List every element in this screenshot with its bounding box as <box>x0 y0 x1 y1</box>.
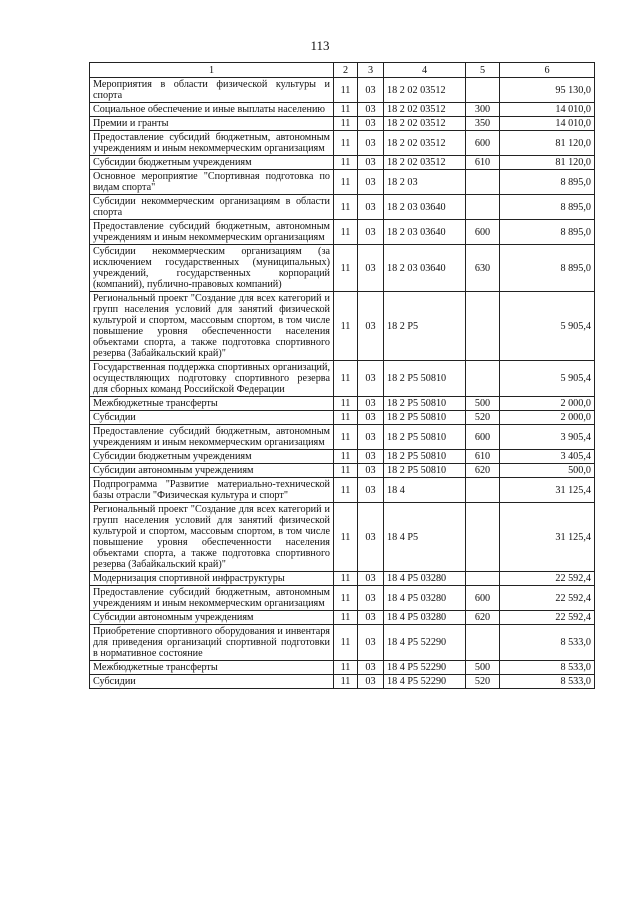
cell-expense-type: 500 <box>466 661 500 675</box>
table-body <box>90 78 595 689</box>
cell-expense-type <box>466 170 500 195</box>
cell-subsection: 03 <box>358 464 384 478</box>
cell-subsection: 03 <box>358 103 384 117</box>
cell-amount: 3 905,4 <box>500 425 595 450</box>
cell-expense-type: 630 <box>466 245 500 292</box>
cell-expense-type <box>466 361 500 397</box>
cell-item-name: Субсидии автономным учреждениям <box>90 464 334 478</box>
cell-section: 11 <box>334 503 358 572</box>
cell-subsection: 03 <box>358 503 384 572</box>
cell-item-name: Предоставление субсидий бюджетным, автономным учреждениям и иным некоммерческим организациям <box>90 425 334 450</box>
table-row <box>90 245 595 292</box>
cell-target-article: 18 4 P5 <box>384 503 466 572</box>
cell-item-name: Субсидии автономным учреждениям <box>90 611 334 625</box>
cell-section: 11 <box>334 425 358 450</box>
cell-section: 11 <box>334 625 358 661</box>
cell-section: 11 <box>334 170 358 195</box>
cell-amount: 95 130,0 <box>500 78 595 103</box>
cell-item-name: Субсидии некоммерческим организациям (за исключением государственных (муниципальных) учреждений, государственных корпораций (компаний), публично-правовых компаний) <box>90 245 334 292</box>
cell-item-name: Субсидии некоммерческим организациям в области спорта <box>90 195 334 220</box>
cell-amount: 8 533,0 <box>500 661 595 675</box>
cell-target-article: 18 2 P5 50810 <box>384 450 466 464</box>
cell-amount: 31 125,4 <box>500 478 595 503</box>
cell-amount: 22 592,4 <box>500 572 595 586</box>
cell-item-name: Субсидии <box>90 411 334 425</box>
table-row <box>90 292 595 361</box>
cell-section: 11 <box>334 131 358 156</box>
cell-subsection: 03 <box>358 425 384 450</box>
cell-item-name: Субсидии <box>90 675 334 689</box>
cell-amount: 22 592,4 <box>500 586 595 611</box>
page-number: 113 <box>310 38 330 53</box>
cell-subsection: 03 <box>358 361 384 397</box>
cell-subsection: 03 <box>358 572 384 586</box>
cell-item-name: Региональный проект "Создание для всех категорий и групп населения условий для занятий физической культурой и спортом, массовым спортом, в том числе повышение уровня обеспеченности населения объектами спорта, а также подготовка спортивного резерва (Забайкальский край)" <box>90 292 334 361</box>
cell-item-name: Субсидии бюджетным учреждениям <box>90 450 334 464</box>
cell-item-name: Субсидии бюджетным учреждениям <box>90 156 334 170</box>
cell-subsection: 03 <box>358 661 384 675</box>
cell-expense-type: 520 <box>466 411 500 425</box>
cell-section: 11 <box>334 292 358 361</box>
cell-expense-type: 500 <box>466 397 500 411</box>
cell-section: 11 <box>334 661 358 675</box>
cell-amount: 14 010,0 <box>500 103 595 117</box>
cell-subsection: 03 <box>358 586 384 611</box>
table-row <box>90 586 595 611</box>
budget-table <box>89 62 595 689</box>
cell-target-article: 18 2 03 03640 <box>384 195 466 220</box>
cell-amount: 500,0 <box>500 464 595 478</box>
header-col-2: 2 <box>334 63 358 78</box>
cell-section: 11 <box>334 611 358 625</box>
cell-expense-type: 600 <box>466 425 500 450</box>
table-row <box>90 572 595 586</box>
cell-item-name: Предоставление субсидий бюджетным, автономным учреждениям и иным некоммерческим организациям <box>90 586 334 611</box>
cell-amount: 81 120,0 <box>500 156 595 170</box>
cell-section: 11 <box>334 411 358 425</box>
cell-expense-type: 600 <box>466 220 500 245</box>
cell-subsection: 03 <box>358 675 384 689</box>
cell-amount: 8 895,0 <box>500 170 595 195</box>
cell-target-article: 18 2 P5 50810 <box>384 361 466 397</box>
cell-item-name: Региональный проект "Создание для всех категорий и групп населения условий для занятий физической культурой и спортом, массовым спортом, в том числе повышение уровня обеспеченности населения объектами спорта, а также подготовка спортивного резерва (Забайкальский край)" <box>90 503 334 572</box>
cell-section: 11 <box>334 220 358 245</box>
cell-item-name: Основное мероприятие "Спортивная подготовка по видам спорта" <box>90 170 334 195</box>
cell-subsection: 03 <box>358 117 384 131</box>
cell-target-article: 18 2 02 03512 <box>384 131 466 156</box>
cell-section: 11 <box>334 117 358 131</box>
cell-section: 11 <box>334 397 358 411</box>
table-row <box>90 397 595 411</box>
cell-subsection: 03 <box>358 611 384 625</box>
cell-item-name: Приобретение спортивного оборудования и инвентаря для приведения организаций спортивной подготовки в нормативное состояние <box>90 625 334 661</box>
cell-subsection: 03 <box>358 397 384 411</box>
cell-target-article: 18 2 P5 50810 <box>384 397 466 411</box>
cell-section: 11 <box>334 195 358 220</box>
table-row <box>90 425 595 450</box>
cell-target-article: 18 4 P5 03280 <box>384 611 466 625</box>
cell-target-article: 18 2 P5 <box>384 292 466 361</box>
cell-subsection: 03 <box>358 411 384 425</box>
cell-item-name: Государственная поддержка спортивных организаций, осуществляющих подготовку спортивного резерва для сборных команд Российской Федерации <box>90 361 334 397</box>
cell-target-article: 18 2 03 <box>384 170 466 195</box>
cell-subsection: 03 <box>358 245 384 292</box>
cell-target-article: 18 2 02 03512 <box>384 156 466 170</box>
cell-expense-type: 520 <box>466 675 500 689</box>
table-row <box>90 170 595 195</box>
cell-section: 11 <box>334 156 358 170</box>
cell-section: 11 <box>334 478 358 503</box>
cell-expense-type: 600 <box>466 586 500 611</box>
cell-target-article: 18 2 03 03640 <box>384 245 466 292</box>
cell-subsection: 03 <box>358 170 384 195</box>
cell-item-name: Подпрограмма "Развитие материально-технической базы отрасли "Физическая культура и спорт" <box>90 478 334 503</box>
cell-expense-type <box>466 292 500 361</box>
cell-section: 11 <box>334 361 358 397</box>
cell-amount: 81 120,0 <box>500 131 595 156</box>
cell-item-name: Предоставление субсидий бюджетным, автономным учреждениям и иным некоммерческим организациям <box>90 131 334 156</box>
cell-amount: 2 000,0 <box>500 411 595 425</box>
cell-subsection: 03 <box>358 450 384 464</box>
cell-item-name: Модернизация спортивной инфраструктуры <box>90 572 334 586</box>
cell-amount: 8 895,0 <box>500 245 595 292</box>
table-row <box>90 611 595 625</box>
cell-amount: 8 895,0 <box>500 195 595 220</box>
cell-target-article: 18 4 P5 52290 <box>384 661 466 675</box>
table-row <box>90 450 595 464</box>
table-row <box>90 103 595 117</box>
cell-amount: 8 533,0 <box>500 675 595 689</box>
header-col-5: 5 <box>466 63 500 78</box>
cell-target-article: 18 4 <box>384 478 466 503</box>
cell-section: 11 <box>334 572 358 586</box>
cell-expense-type: 350 <box>466 117 500 131</box>
cell-target-article: 18 2 02 03512 <box>384 78 466 103</box>
cell-expense-type: 610 <box>466 156 500 170</box>
table-row <box>90 361 595 397</box>
cell-amount: 8 533,0 <box>500 625 595 661</box>
cell-target-article: 18 4 P5 52290 <box>384 625 466 661</box>
table-row <box>90 78 595 103</box>
cell-section: 11 <box>334 450 358 464</box>
cell-item-name: Предоставление субсидий бюджетным, автономным учреждениям и иным некоммерческим организациям <box>90 220 334 245</box>
header-col-4: 4 <box>384 63 466 78</box>
cell-expense-type: 620 <box>466 611 500 625</box>
cell-section: 11 <box>334 78 358 103</box>
cell-amount: 2 000,0 <box>500 397 595 411</box>
cell-item-name: Межбюджетные трансферты <box>90 397 334 411</box>
table-row <box>90 131 595 156</box>
table-row <box>90 411 595 425</box>
cell-amount: 5 905,4 <box>500 292 595 361</box>
cell-item-name: Премии и гранты <box>90 117 334 131</box>
table-row <box>90 464 595 478</box>
table-row <box>90 156 595 170</box>
cell-expense-type <box>466 503 500 572</box>
cell-amount: 8 895,0 <box>500 220 595 245</box>
table-row <box>90 117 595 131</box>
cell-target-article: 18 4 P5 03280 <box>384 586 466 611</box>
cell-subsection: 03 <box>358 156 384 170</box>
cell-amount: 3 405,4 <box>500 450 595 464</box>
table-row <box>90 478 595 503</box>
cell-subsection: 03 <box>358 625 384 661</box>
cell-amount: 5 905,4 <box>500 361 595 397</box>
cell-expense-type <box>466 78 500 103</box>
cell-expense-type: 620 <box>466 464 500 478</box>
cell-section: 11 <box>334 103 358 117</box>
cell-section: 11 <box>334 586 358 611</box>
cell-expense-type: 610 <box>466 450 500 464</box>
header-col-6: 6 <box>500 63 595 78</box>
cell-expense-type <box>466 478 500 503</box>
table-header-row <box>90 63 595 78</box>
cell-section: 11 <box>334 245 358 292</box>
cell-target-article: 18 2 03 03640 <box>384 220 466 245</box>
cell-expense-type: 300 <box>466 103 500 117</box>
cell-expense-type <box>466 195 500 220</box>
table-row <box>90 503 595 572</box>
table-row <box>90 220 595 245</box>
cell-target-article: 18 2 02 03512 <box>384 103 466 117</box>
header-col-3: 3 <box>358 63 384 78</box>
cell-amount: 14 010,0 <box>500 117 595 131</box>
cell-subsection: 03 <box>358 220 384 245</box>
cell-target-article: 18 2 P5 50810 <box>384 411 466 425</box>
cell-item-name: Мероприятия в области физической культуры и спорта <box>90 78 334 103</box>
cell-amount: 31 125,4 <box>500 503 595 572</box>
cell-section: 11 <box>334 675 358 689</box>
table-row <box>90 661 595 675</box>
cell-subsection: 03 <box>358 131 384 156</box>
cell-target-article: 18 2 P5 50810 <box>384 464 466 478</box>
header-col-1: 1 <box>90 63 334 78</box>
table-row <box>90 675 595 689</box>
cell-target-article: 18 2 P5 50810 <box>384 425 466 450</box>
cell-item-name: Социальное обеспечение и иные выплаты населению <box>90 103 334 117</box>
cell-subsection: 03 <box>358 78 384 103</box>
cell-subsection: 03 <box>358 478 384 503</box>
cell-target-article: 18 4 P5 52290 <box>384 675 466 689</box>
cell-expense-type <box>466 625 500 661</box>
cell-target-article: 18 2 02 03512 <box>384 117 466 131</box>
cell-subsection: 03 <box>358 195 384 220</box>
cell-section: 11 <box>334 464 358 478</box>
cell-subsection: 03 <box>358 292 384 361</box>
cell-target-article: 18 4 P5 03280 <box>384 572 466 586</box>
cell-expense-type: 600 <box>466 131 500 156</box>
table-row <box>90 195 595 220</box>
cell-expense-type <box>466 572 500 586</box>
cell-item-name: Межбюджетные трансферты <box>90 661 334 675</box>
cell-amount: 22 592,4 <box>500 611 595 625</box>
table-row <box>90 625 595 661</box>
